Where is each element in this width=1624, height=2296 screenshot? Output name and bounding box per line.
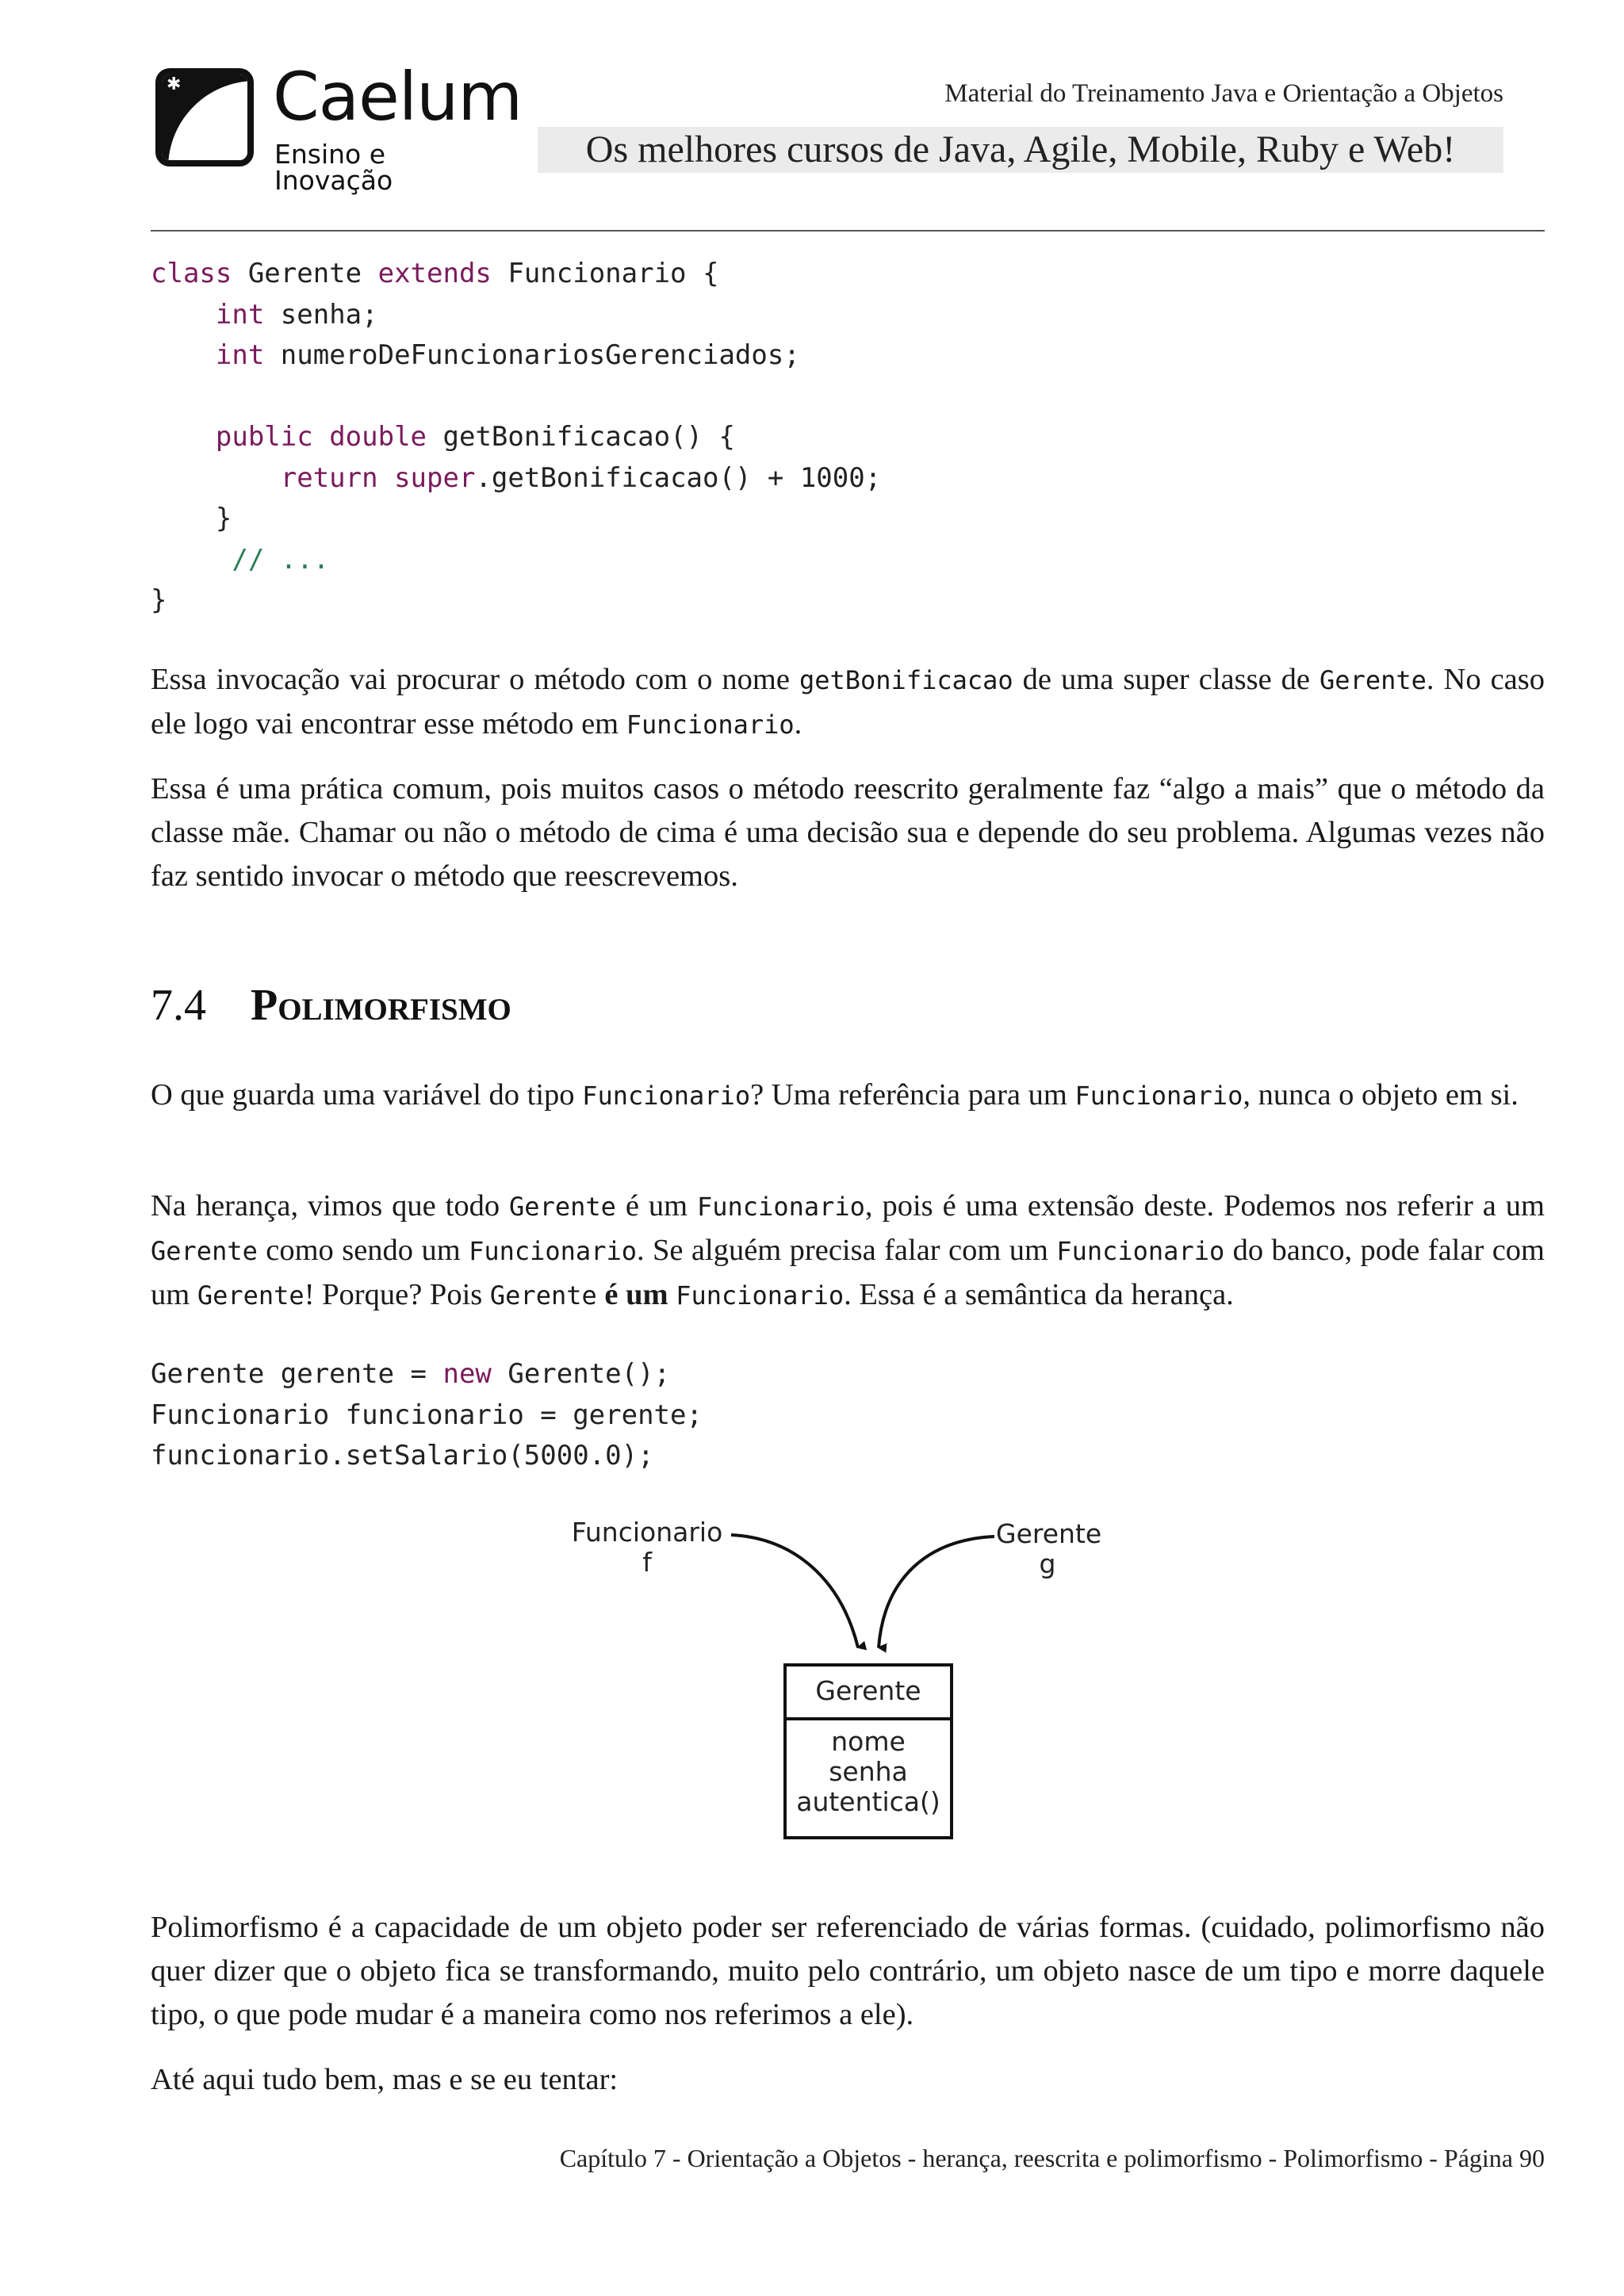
code-comment: // ... <box>232 543 330 576</box>
code-text: senha; <box>264 298 378 331</box>
right-reference-label <box>996 1518 1102 1579</box>
code-text: Gerente <box>232 258 378 289</box>
right-reference-type: Gerente <box>996 1518 1102 1549</box>
code-text: Gerente(); <box>491 1358 671 1390</box>
logo-name: Caelum <box>273 58 523 136</box>
right-reference-var: g <box>1039 1548 1056 1579</box>
code-text <box>378 462 394 494</box>
code-text <box>151 462 281 494</box>
uml-reference-diagram <box>555 1506 1158 1855</box>
left-reference-var: f <box>642 1547 652 1578</box>
inline-code: Gerente <box>1320 665 1427 695</box>
inline-code: Funcionario <box>469 1236 637 1266</box>
code-line <box>151 499 881 540</box>
inline-code: Funcionario <box>696 1192 865 1222</box>
code-line <box>151 1436 703 1477</box>
code-keyword: int <box>215 339 265 371</box>
header-banner: Os melhores cursos de Java, Agile, Mobile, Ruby e Web! <box>538 127 1503 173</box>
caelum-logo <box>155 58 523 196</box>
code-keyword: extends <box>377 258 492 289</box>
logo-tagline: Ensino e Inovação <box>274 139 393 196</box>
code-keyword: int <box>215 298 265 331</box>
code-text <box>151 339 216 371</box>
inline-code: Funcionario <box>1056 1236 1225 1266</box>
code-line <box>151 1354 703 1395</box>
code-line <box>151 1395 703 1437</box>
code-keyword: new <box>442 1358 492 1390</box>
paragraph-invocacao: Essa invocação vai procurar o método com o nome getBonificacao de uma super classe de Gerente. No caso ele logo vai encontrar esse método em Funcionario. <box>151 663 1545 740</box>
paragraph-variavel: O que guarda uma variável do tipo Funcionario? Uma referência para um Funcionario, nunca o objeto em si. <box>151 1078 1519 1112</box>
code-text: } <box>151 503 232 534</box>
code-keyword: super <box>394 461 476 494</box>
inline-code: Gerente <box>489 1280 597 1311</box>
code-keyword: public <box>215 421 313 453</box>
code-line <box>151 254 881 295</box>
code-line <box>151 335 881 377</box>
code-text: Gerente gerente = <box>151 1358 443 1390</box>
code-line <box>151 580 881 622</box>
section-heading <box>151 980 511 1031</box>
code-block-polimorfismo <box>151 1354 703 1477</box>
arrow-left <box>731 1535 858 1647</box>
inline-code: Gerente <box>509 1192 616 1222</box>
code-line <box>151 417 881 458</box>
inline-code: Funcionario <box>626 710 795 740</box>
material-title: Material do Treinamento Java e Orientação a Objetos <box>944 79 1503 108</box>
code-text: numeroDeFuncionariosGerenciados; <box>264 339 800 371</box>
code-text: Funcionario funcionario = gerente; <box>151 1399 703 1431</box>
code-text: } <box>151 584 167 616</box>
code-keyword: class <box>151 258 232 289</box>
code-keyword: double <box>329 421 427 453</box>
paragraph-polimorfismo-definicao: Polimorfismo é a capacidade de um objeto poder ser referenciado de várias formas. (cuidado, polimorfismo não quer dizer que o objeto fica se transformando, muito pelo contrário, um objeto nasce de um tipo e morre daquele tipo, o que pode mudar é a maneira como nos referimos a ele). <box>151 1911 1545 2031</box>
member-field: senha <box>829 1756 908 1787</box>
header-divider <box>151 230 1545 232</box>
code-text: .getBonificacao() + 1000; <box>475 461 882 494</box>
code-line <box>151 458 881 499</box>
inline-code: Gerente <box>151 1236 258 1266</box>
code-text: Funcionario { <box>491 258 719 289</box>
inline-code: Funcionario <box>676 1280 845 1311</box>
left-reference-label <box>555 1517 739 1578</box>
arrow-right <box>879 1536 994 1647</box>
code-line <box>151 540 881 581</box>
inline-code: getBonificacao <box>799 665 1013 695</box>
emphasis: é um <box>604 1278 668 1311</box>
paragraph-pratica-comum: Essa é uma prática comum, pois muitos casos o método reescrito geralmente faz “algo a mais” que o método da classe mãe. Chamar ou não o método de cima é uma decisão sua e depende do seu problema. Algumas vezes não faz sentido invocar o método que reescrevemos. <box>151 772 1545 893</box>
member-field: nome <box>831 1726 906 1757</box>
class-members <box>785 1727 952 1817</box>
code-text: getBonificacao() { <box>427 421 735 453</box>
class-name: Gerente <box>815 1675 921 1706</box>
code-text <box>151 299 216 331</box>
left-reference-type: Funcionario <box>571 1517 723 1548</box>
code-keyword: return <box>280 461 378 494</box>
page-footer: Capítulo 7 - Orientação a Objetos - herança, reescrita e polimorfismo - Polimorfismo - Página 90 <box>559 2144 1545 2172</box>
paragraph-ate-aqui: Até aqui tudo bem, mas e se eu tentar: <box>151 2063 619 2096</box>
inline-code: Funcionario <box>582 1081 751 1111</box>
paragraph-heranca: Na herança, vimos que todo Gerente é um Funcionario, pois é uma extensão deste. Podemos nos referir a um Gerente como sendo um Funcionario. Se alguém precisa falar com um Funcionario do banco, pode falar com um Gerente! Porque? Pois Gerente é um Funcionario. Essa é a semântica da herança. <box>151 1189 1545 1311</box>
section-title: Polimorfismo <box>251 981 511 1030</box>
inline-code: Funcionario <box>1074 1081 1243 1111</box>
member-method: autentica() <box>796 1786 940 1817</box>
code-line <box>151 377 881 418</box>
logo-star-icon: ✱ <box>167 75 182 94</box>
code-text: funcionario.setSalario(5000.0); <box>151 1440 654 1471</box>
code-line <box>151 295 881 336</box>
code-text <box>151 421 216 453</box>
code-block-gerente-class <box>151 254 881 622</box>
code-text <box>151 544 232 576</box>
section-number: 7.4 <box>151 981 206 1030</box>
code-text <box>313 421 329 453</box>
inline-code: Gerente <box>197 1280 304 1311</box>
